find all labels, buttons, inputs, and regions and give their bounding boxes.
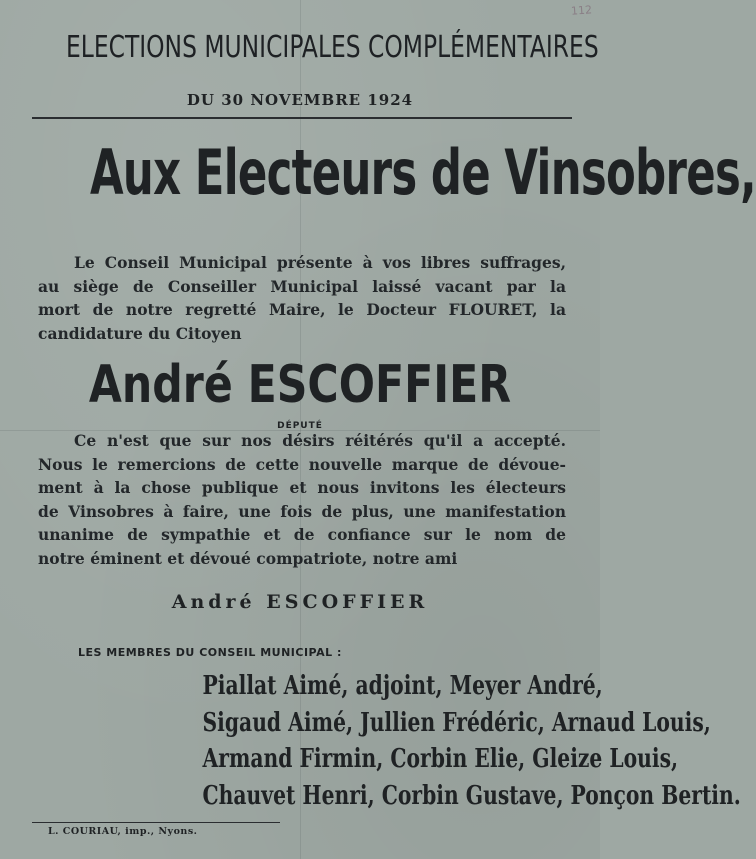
- members-line: Armand Firmin, Corbin Elie, Gleize Louis,: [202, 744, 679, 774]
- members-line: Chauvet Henri, Corbin Gustave, Ponçon Bertin.: [202, 780, 741, 811]
- printer-credit: L. COURIAU, imp., Nyons.: [48, 826, 198, 837]
- headline: Aux Electeurs de Vinsobres,: [90, 136, 756, 209]
- appeal-line: ment à la chose publique et nous invitons les électeurs: [38, 478, 566, 497]
- appeal-line: notre éminent et dévoué compatriote, notre ami: [38, 548, 458, 568]
- appeal-line: Nous le remercions de cette nouvelle marque de dévoue-: [38, 454, 566, 474]
- printer-rule: [32, 822, 280, 823]
- appeal-line: unanime de sympathie et de confiance sur le nom de: [38, 525, 566, 544]
- appeal-line: Ce n'est que sur nos désirs réitérés qu'il a accepté.: [74, 431, 566, 450]
- candidate-name: André ESCOFFIER: [88, 355, 512, 415]
- members-list: [100, 668, 741, 814]
- intro-line: mort de notre regretté Maire, le Docteur FLOURET, la: [38, 300, 566, 319]
- signature-name: André ESCOFFIER: [171, 591, 429, 613]
- archive-mark: 112: [570, 3, 593, 18]
- intro-paragraph: [38, 251, 566, 345]
- members-label: LES MEMBRES DU CONSEIL MUNICIPAL :: [78, 646, 342, 659]
- members-line: Sigaud Aimé, Jullien Frédéric, Arnaud Louis,: [202, 707, 711, 738]
- appeal-line: de Vinsobres à faire, une fois de plus, une manifestation: [38, 501, 566, 521]
- candidate-title: DÉPUTÉ: [277, 421, 323, 431]
- poster-title: ELECTIONS MUNICIPALES COMPLÉMENTAIRES: [66, 30, 599, 65]
- members-line: Piallat Aimé, adjoint, Meyer André,: [202, 671, 603, 701]
- intro-line: Le Conseil Municipal présente à vos libres suffrages,: [74, 253, 566, 272]
- title-rule: [32, 117, 572, 119]
- intro-line: au siège de Conseiller Municipal laissé vacant par la: [38, 276, 566, 296]
- poster-date: DU 30 NOVEMBRE 1924: [186, 91, 414, 109]
- appeal-paragraph: [38, 429, 566, 570]
- intro-line: candidature du Citoyen: [38, 323, 242, 343]
